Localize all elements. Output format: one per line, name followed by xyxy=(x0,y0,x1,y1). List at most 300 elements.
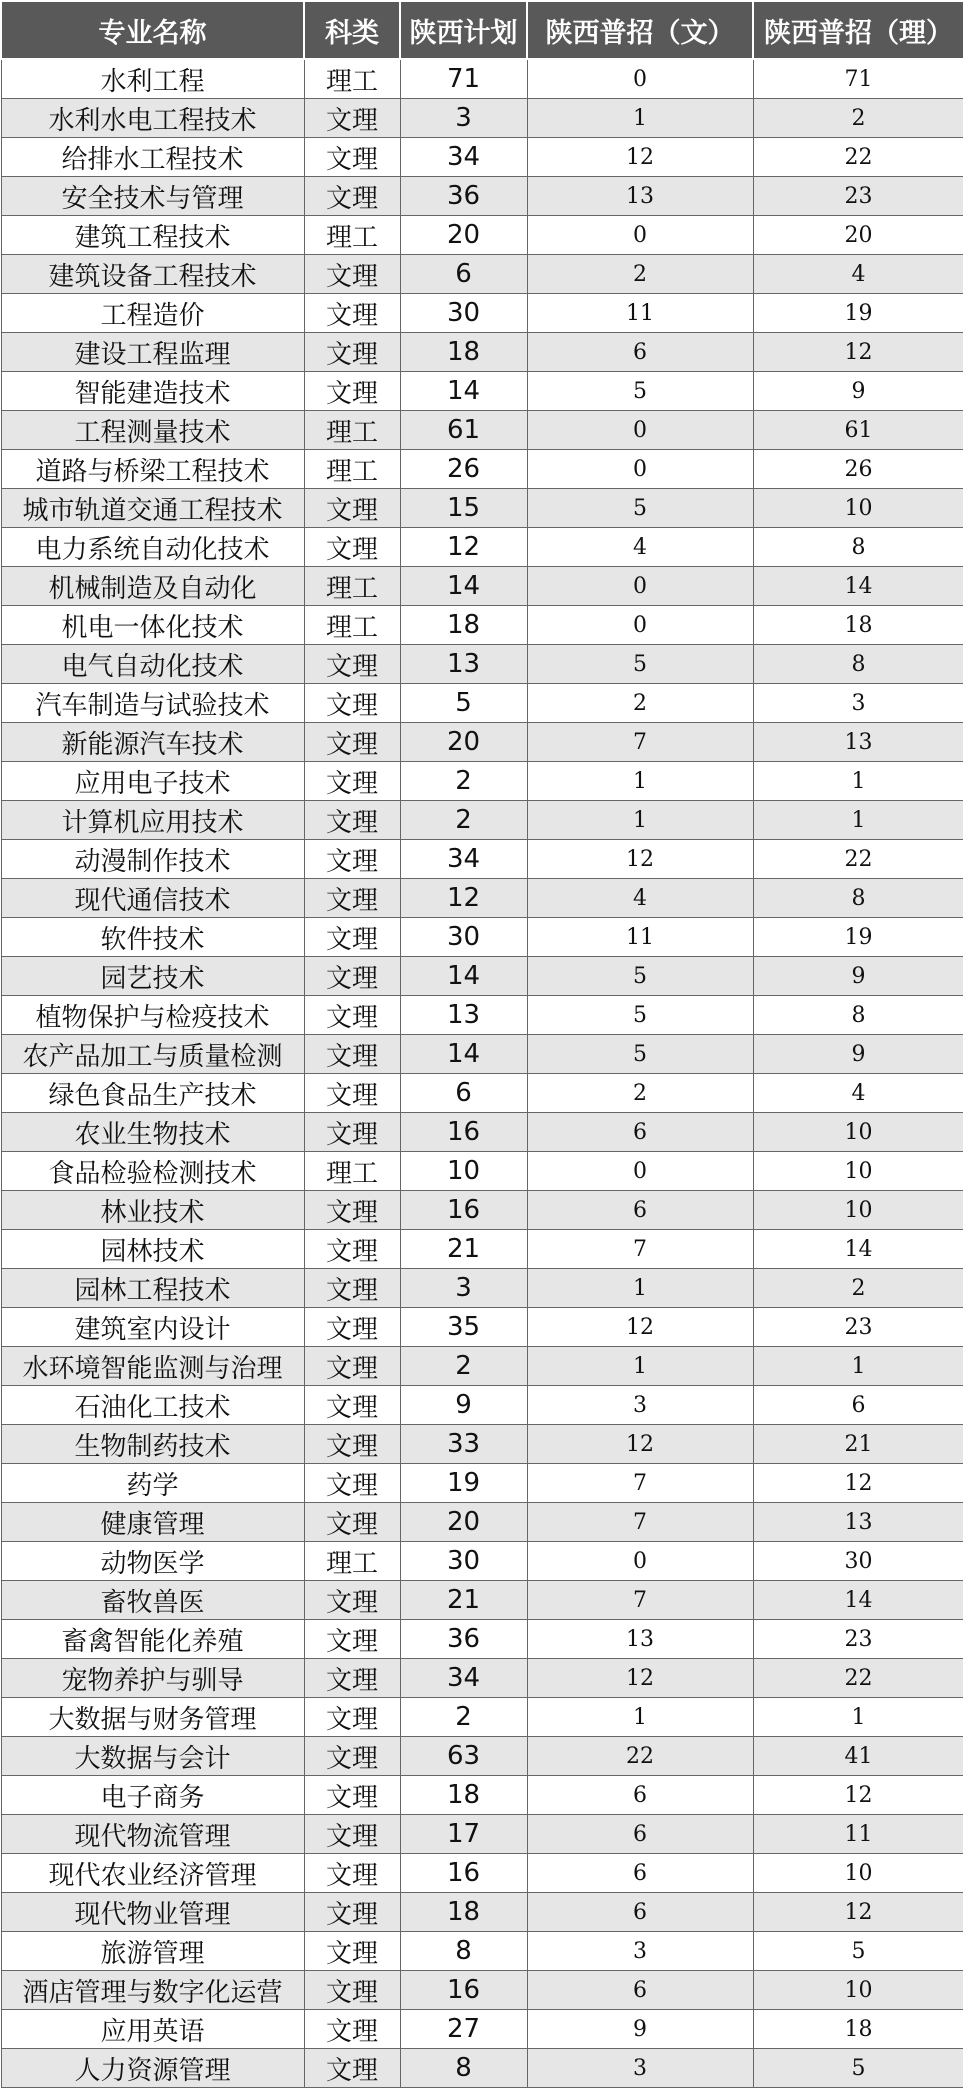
major-name-cell: 汽车制造与试验技术 xyxy=(1,684,304,723)
category-cell: 文理 xyxy=(304,2010,400,2049)
major-name-cell: 安全技术与管理 xyxy=(1,177,304,216)
plan-cell: 34 xyxy=(400,840,527,879)
arts-cell: 12 xyxy=(527,840,753,879)
arts-cell: 12 xyxy=(527,138,753,177)
category-cell: 文理 xyxy=(304,138,400,177)
plan-cell: 20 xyxy=(400,723,527,762)
table-row xyxy=(1,645,963,684)
plan-cell: 14 xyxy=(400,567,527,606)
major-name-cell: 畜牧兽医 xyxy=(1,1581,304,1620)
science-cell: 1 xyxy=(753,801,963,840)
table-row xyxy=(1,177,963,216)
arts-cell: 1 xyxy=(527,1347,753,1386)
arts-cell: 7 xyxy=(527,723,753,762)
category-cell: 文理 xyxy=(304,1113,400,1152)
science-cell: 20 xyxy=(753,216,963,255)
table-row xyxy=(1,2010,963,2049)
major-name-cell: 健康管理 xyxy=(1,1503,304,1542)
table-row xyxy=(1,489,963,528)
table-row xyxy=(1,528,963,567)
arts-cell: 12 xyxy=(527,1425,753,1464)
plan-cell: 2 xyxy=(400,1347,527,1386)
plan-cell: 5 xyxy=(400,684,527,723)
arts-cell: 4 xyxy=(527,528,753,567)
plan-cell: 8 xyxy=(400,2049,527,2088)
plan-cell: 18 xyxy=(400,1776,527,1815)
table-row xyxy=(1,1620,963,1659)
major-name-cell: 水环境智能监测与治理 xyxy=(1,1347,304,1386)
table-row xyxy=(1,1269,963,1308)
major-name-cell: 动物医学 xyxy=(1,1542,304,1581)
plan-cell: 36 xyxy=(400,1620,527,1659)
category-cell: 文理 xyxy=(304,1074,400,1113)
table-row xyxy=(1,1035,963,1074)
plan-cell: 9 xyxy=(400,1386,527,1425)
arts-cell: 1 xyxy=(527,1269,753,1308)
major-name-cell: 建筑工程技术 xyxy=(1,216,304,255)
category-cell: 文理 xyxy=(304,1191,400,1230)
header-shaanxi-plan: 陕西计划 xyxy=(400,1,527,59)
plan-cell: 71 xyxy=(400,59,527,99)
table-row xyxy=(1,1152,963,1191)
plan-cell: 18 xyxy=(400,333,527,372)
table-row xyxy=(1,1815,963,1854)
plan-cell: 18 xyxy=(400,1893,527,1932)
table-row xyxy=(1,567,963,606)
arts-cell: 6 xyxy=(527,1776,753,1815)
major-name-cell: 建设工程监理 xyxy=(1,333,304,372)
arts-cell: 1 xyxy=(527,99,753,138)
table-row xyxy=(1,255,963,294)
arts-cell: 0 xyxy=(527,1542,753,1581)
category-cell: 文理 xyxy=(304,957,400,996)
arts-cell: 11 xyxy=(527,294,753,333)
plan-cell: 20 xyxy=(400,216,527,255)
major-name-cell: 现代农业经济管理 xyxy=(1,1854,304,1893)
major-name-cell: 人力资源管理 xyxy=(1,2049,304,2088)
major-name-cell: 大数据与会计 xyxy=(1,1737,304,1776)
plan-cell: 26 xyxy=(400,450,527,489)
table-row xyxy=(1,1893,963,1932)
category-cell: 文理 xyxy=(304,1230,400,1269)
science-cell: 14 xyxy=(753,1581,963,1620)
science-cell: 19 xyxy=(753,294,963,333)
table-row xyxy=(1,1854,963,1893)
plan-cell: 14 xyxy=(400,1035,527,1074)
header-category: 科类 xyxy=(304,1,400,59)
science-cell: 18 xyxy=(753,2010,963,2049)
arts-cell: 6 xyxy=(527,1191,753,1230)
category-cell: 文理 xyxy=(304,879,400,918)
plan-cell: 34 xyxy=(400,138,527,177)
header-shaanxi-arts: 陕西普招（文） xyxy=(527,1,753,59)
plan-cell: 2 xyxy=(400,762,527,801)
category-cell: 文理 xyxy=(304,528,400,567)
category-cell: 理工 xyxy=(304,1152,400,1191)
arts-cell: 6 xyxy=(527,1113,753,1152)
plan-cell: 27 xyxy=(400,2010,527,2049)
science-cell: 13 xyxy=(753,1503,963,1542)
major-name-cell: 工程造价 xyxy=(1,294,304,333)
category-cell: 文理 xyxy=(304,1503,400,1542)
major-name-cell: 园艺技术 xyxy=(1,957,304,996)
arts-cell: 5 xyxy=(527,372,753,411)
science-cell: 12 xyxy=(753,1776,963,1815)
header-row xyxy=(1,1,963,59)
plan-cell: 14 xyxy=(400,372,527,411)
major-name-cell: 计算机应用技术 xyxy=(1,801,304,840)
plan-cell: 33 xyxy=(400,1425,527,1464)
plan-cell: 63 xyxy=(400,1737,527,1776)
category-cell: 文理 xyxy=(304,1425,400,1464)
major-name-cell: 城市轨道交通工程技术 xyxy=(1,489,304,528)
science-cell: 41 xyxy=(753,1737,963,1776)
major-name-cell: 绿色食品生产技术 xyxy=(1,1074,304,1113)
plan-cell: 18 xyxy=(400,606,527,645)
plan-cell: 21 xyxy=(400,1230,527,1269)
category-cell: 理工 xyxy=(304,1542,400,1581)
science-cell: 8 xyxy=(753,996,963,1035)
table-row xyxy=(1,606,963,645)
table-row xyxy=(1,1971,963,2010)
science-cell: 9 xyxy=(753,957,963,996)
science-cell: 10 xyxy=(753,1191,963,1230)
arts-cell: 5 xyxy=(527,957,753,996)
major-name-cell: 机电一体化技术 xyxy=(1,606,304,645)
science-cell: 23 xyxy=(753,1620,963,1659)
table-row xyxy=(1,879,963,918)
category-cell: 文理 xyxy=(304,489,400,528)
category-cell: 文理 xyxy=(304,1347,400,1386)
category-cell: 文理 xyxy=(304,996,400,1035)
plan-cell: 2 xyxy=(400,1698,527,1737)
category-cell: 文理 xyxy=(304,333,400,372)
arts-cell: 12 xyxy=(527,1308,753,1347)
table-row xyxy=(1,2049,963,2088)
table-row xyxy=(1,333,963,372)
major-name-cell: 林业技术 xyxy=(1,1191,304,1230)
science-cell: 5 xyxy=(753,2049,963,2088)
table-row xyxy=(1,1230,963,1269)
category-cell: 文理 xyxy=(304,840,400,879)
table-row xyxy=(1,59,963,99)
science-cell: 21 xyxy=(753,1425,963,1464)
arts-cell: 0 xyxy=(527,411,753,450)
table-row xyxy=(1,723,963,762)
category-cell: 文理 xyxy=(304,1659,400,1698)
major-name-cell: 园林工程技术 xyxy=(1,1269,304,1308)
category-cell: 文理 xyxy=(304,255,400,294)
science-cell: 8 xyxy=(753,528,963,567)
category-cell: 文理 xyxy=(304,1581,400,1620)
arts-cell: 12 xyxy=(527,1659,753,1698)
header-major-name: 专业名称 xyxy=(1,1,304,59)
table-row xyxy=(1,294,963,333)
table-row xyxy=(1,1191,963,1230)
science-cell: 10 xyxy=(753,1854,963,1893)
category-cell: 文理 xyxy=(304,1698,400,1737)
table-row xyxy=(1,918,963,957)
plan-cell: 13 xyxy=(400,996,527,1035)
plan-cell: 17 xyxy=(400,1815,527,1854)
category-cell: 文理 xyxy=(304,177,400,216)
major-name-cell: 酒店管理与数字化运营 xyxy=(1,1971,304,2010)
category-cell: 文理 xyxy=(304,1854,400,1893)
plan-cell: 16 xyxy=(400,1854,527,1893)
science-cell: 3 xyxy=(753,684,963,723)
table-row xyxy=(1,801,963,840)
table-row xyxy=(1,1347,963,1386)
major-name-cell: 宠物养护与驯导 xyxy=(1,1659,304,1698)
arts-cell: 13 xyxy=(527,177,753,216)
table-row xyxy=(1,1464,963,1503)
category-cell: 理工 xyxy=(304,567,400,606)
category-cell: 文理 xyxy=(304,1035,400,1074)
science-cell: 9 xyxy=(753,372,963,411)
category-cell: 文理 xyxy=(304,723,400,762)
category-cell: 理工 xyxy=(304,606,400,645)
table-row xyxy=(1,1425,963,1464)
arts-cell: 4 xyxy=(527,879,753,918)
major-name-cell: 动漫制作技术 xyxy=(1,840,304,879)
major-name-cell: 食品检验检测技术 xyxy=(1,1152,304,1191)
science-cell: 13 xyxy=(753,723,963,762)
major-name-cell: 农业生物技术 xyxy=(1,1113,304,1152)
science-cell: 1 xyxy=(753,1347,963,1386)
major-name-cell: 大数据与财务管理 xyxy=(1,1698,304,1737)
plan-cell: 3 xyxy=(400,1269,527,1308)
category-cell: 文理 xyxy=(304,1386,400,1425)
plan-cell: 36 xyxy=(400,177,527,216)
major-name-cell: 水利水电工程技术 xyxy=(1,99,304,138)
science-cell: 71 xyxy=(753,59,963,99)
plan-cell: 16 xyxy=(400,1971,527,2010)
major-name-cell: 石油化工技术 xyxy=(1,1386,304,1425)
table-row xyxy=(1,1932,963,1971)
plan-cell: 21 xyxy=(400,1581,527,1620)
arts-cell: 6 xyxy=(527,1893,753,1932)
category-cell: 理工 xyxy=(304,411,400,450)
category-cell: 文理 xyxy=(304,1269,400,1308)
science-cell: 4 xyxy=(753,255,963,294)
table-body xyxy=(1,59,963,2088)
arts-cell: 6 xyxy=(527,333,753,372)
major-name-cell: 道路与桥梁工程技术 xyxy=(1,450,304,489)
arts-cell: 11 xyxy=(527,918,753,957)
arts-cell: 0 xyxy=(527,59,753,99)
arts-cell: 3 xyxy=(527,2049,753,2088)
science-cell: 4 xyxy=(753,1074,963,1113)
science-cell: 1 xyxy=(753,762,963,801)
category-cell: 文理 xyxy=(304,684,400,723)
major-name-cell: 电气自动化技术 xyxy=(1,645,304,684)
arts-cell: 5 xyxy=(527,645,753,684)
major-name-cell: 旅游管理 xyxy=(1,1932,304,1971)
category-cell: 文理 xyxy=(304,801,400,840)
table-header xyxy=(1,1,963,59)
major-name-cell: 植物保护与检疫技术 xyxy=(1,996,304,1035)
plan-cell: 8 xyxy=(400,1932,527,1971)
category-cell: 文理 xyxy=(304,1464,400,1503)
plan-cell: 6 xyxy=(400,255,527,294)
category-cell: 文理 xyxy=(304,2049,400,2088)
plan-cell: 13 xyxy=(400,645,527,684)
arts-cell: 1 xyxy=(527,801,753,840)
major-name-cell: 现代物业管理 xyxy=(1,1893,304,1932)
major-name-cell: 新能源汽车技术 xyxy=(1,723,304,762)
category-cell: 文理 xyxy=(304,372,400,411)
table-row xyxy=(1,957,963,996)
science-cell: 10 xyxy=(753,1113,963,1152)
arts-cell: 2 xyxy=(527,684,753,723)
major-name-cell: 园林技术 xyxy=(1,1230,304,1269)
plan-cell: 15 xyxy=(400,489,527,528)
science-cell: 22 xyxy=(753,1659,963,1698)
arts-cell: 7 xyxy=(527,1230,753,1269)
category-cell: 文理 xyxy=(304,1776,400,1815)
table-row xyxy=(1,996,963,1035)
major-name-cell: 机械制造及自动化 xyxy=(1,567,304,606)
science-cell: 12 xyxy=(753,1893,963,1932)
plan-cell: 30 xyxy=(400,918,527,957)
major-name-cell: 智能建造技术 xyxy=(1,372,304,411)
category-cell: 文理 xyxy=(304,1620,400,1659)
arts-cell: 5 xyxy=(527,1035,753,1074)
major-name-cell: 药学 xyxy=(1,1464,304,1503)
major-name-cell: 应用电子技术 xyxy=(1,762,304,801)
science-cell: 14 xyxy=(753,1230,963,1269)
table-row xyxy=(1,1503,963,1542)
plan-cell: 30 xyxy=(400,1542,527,1581)
plan-cell: 12 xyxy=(400,879,527,918)
science-cell: 12 xyxy=(753,1464,963,1503)
table-row xyxy=(1,1737,963,1776)
arts-cell: 5 xyxy=(527,489,753,528)
major-name-cell: 水利工程 xyxy=(1,59,304,99)
category-cell: 文理 xyxy=(304,645,400,684)
arts-cell: 6 xyxy=(527,1815,753,1854)
major-name-cell: 软件技术 xyxy=(1,918,304,957)
arts-cell: 1 xyxy=(527,762,753,801)
science-cell: 23 xyxy=(753,1308,963,1347)
arts-cell: 0 xyxy=(527,1152,753,1191)
arts-cell: 2 xyxy=(527,255,753,294)
table-row xyxy=(1,762,963,801)
table-row xyxy=(1,1776,963,1815)
arts-cell: 0 xyxy=(527,450,753,489)
table-row xyxy=(1,1113,963,1152)
category-cell: 文理 xyxy=(304,918,400,957)
science-cell: 12 xyxy=(753,333,963,372)
science-cell: 2 xyxy=(753,1269,963,1308)
arts-cell: 2 xyxy=(527,1074,753,1113)
arts-cell: 7 xyxy=(527,1464,753,1503)
table-row xyxy=(1,138,963,177)
science-cell: 6 xyxy=(753,1386,963,1425)
major-name-cell: 建筑设备工程技术 xyxy=(1,255,304,294)
table-row xyxy=(1,450,963,489)
science-cell: 10 xyxy=(753,1152,963,1191)
plan-cell: 61 xyxy=(400,411,527,450)
science-cell: 26 xyxy=(753,450,963,489)
plan-cell: 34 xyxy=(400,1659,527,1698)
category-cell: 文理 xyxy=(304,1893,400,1932)
major-name-cell: 建筑室内设计 xyxy=(1,1308,304,1347)
plan-cell: 12 xyxy=(400,528,527,567)
plan-cell: 10 xyxy=(400,1152,527,1191)
arts-cell: 5 xyxy=(527,996,753,1035)
plan-cell: 19 xyxy=(400,1464,527,1503)
table-row xyxy=(1,372,963,411)
plan-cell: 35 xyxy=(400,1308,527,1347)
category-cell: 文理 xyxy=(304,99,400,138)
science-cell: 10 xyxy=(753,489,963,528)
major-name-cell: 给排水工程技术 xyxy=(1,138,304,177)
science-cell: 30 xyxy=(753,1542,963,1581)
category-cell: 文理 xyxy=(304,1971,400,2010)
header-shaanxi-science: 陕西普招（理） xyxy=(753,1,963,59)
plan-cell: 6 xyxy=(400,1074,527,1113)
category-cell: 文理 xyxy=(304,1308,400,1347)
arts-cell: 3 xyxy=(527,1932,753,1971)
table-row xyxy=(1,1659,963,1698)
science-cell: 23 xyxy=(753,177,963,216)
major-name-cell: 生物制药技术 xyxy=(1,1425,304,1464)
plan-cell: 30 xyxy=(400,294,527,333)
major-name-cell: 电子商务 xyxy=(1,1776,304,1815)
category-cell: 文理 xyxy=(304,762,400,801)
arts-cell: 7 xyxy=(527,1503,753,1542)
plan-cell: 16 xyxy=(400,1191,527,1230)
category-cell: 文理 xyxy=(304,1932,400,1971)
science-cell: 61 xyxy=(753,411,963,450)
table-row xyxy=(1,840,963,879)
science-cell: 19 xyxy=(753,918,963,957)
major-name-cell: 应用英语 xyxy=(1,2010,304,2049)
table-row xyxy=(1,1542,963,1581)
arts-cell: 22 xyxy=(527,1737,753,1776)
arts-cell: 1 xyxy=(527,1698,753,1737)
plan-cell: 14 xyxy=(400,957,527,996)
arts-cell: 6 xyxy=(527,1971,753,2010)
major-name-cell: 现代通信技术 xyxy=(1,879,304,918)
science-cell: 1 xyxy=(753,1698,963,1737)
science-cell: 22 xyxy=(753,840,963,879)
major-name-cell: 工程测量技术 xyxy=(1,411,304,450)
major-name-cell: 现代物流管理 xyxy=(1,1815,304,1854)
science-cell: 9 xyxy=(753,1035,963,1074)
arts-cell: 0 xyxy=(527,567,753,606)
arts-cell: 13 xyxy=(527,1620,753,1659)
science-cell: 18 xyxy=(753,606,963,645)
table-row xyxy=(1,1386,963,1425)
science-cell: 2 xyxy=(753,99,963,138)
science-cell: 5 xyxy=(753,1932,963,1971)
table-row xyxy=(1,1581,963,1620)
plan-cell: 16 xyxy=(400,1113,527,1152)
plan-cell: 2 xyxy=(400,801,527,840)
arts-cell: 6 xyxy=(527,1854,753,1893)
plan-cell: 3 xyxy=(400,99,527,138)
science-cell: 11 xyxy=(753,1815,963,1854)
science-cell: 10 xyxy=(753,1971,963,2010)
table-row xyxy=(1,216,963,255)
arts-cell: 3 xyxy=(527,1386,753,1425)
category-cell: 文理 xyxy=(304,1737,400,1776)
table-row xyxy=(1,684,963,723)
table-row xyxy=(1,1308,963,1347)
category-cell: 理工 xyxy=(304,450,400,489)
